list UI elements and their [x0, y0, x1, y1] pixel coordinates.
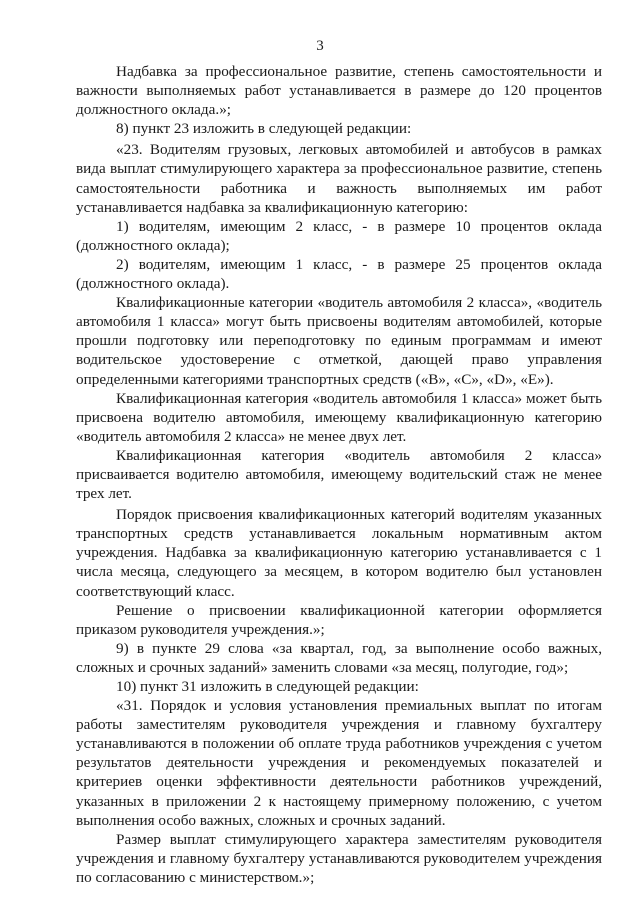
paragraph: Порядок присвоения квалификационных категорий водителям указанных транспортных средств устанавливается локальным нормативным актом учреждения. Надбавка за квалификационную категорию устанавливается с 1 числа месяца, следующего за месяцем, в котором водителю был установлен соответствующий класс.	[76, 506, 602, 600]
paragraph: Квалификационная категория «водитель автомобиля 1 класса» может быть присвоена водителю автомобиля, имеющему квалификационную категорию «водитель автомобиля 2 класса» не менее двух лет.	[76, 389, 602, 445]
paragraph: Квалификационная категория «водитель автомобиля 2 класса» присваивается водителю автомобиля, имеющему водительский стаж не менее трех лет.	[76, 446, 602, 503]
paragraph: 8) пункт 23 изложить в следующей редакции:	[116, 120, 412, 138]
page-number: 3	[316, 38, 324, 54]
paragraph: Размер выплат стимулирующего характера заместителям руководителя учреждения и главному бухгалтеру устанавливаются руководителем учреждения по согласованию с министерством.»;	[76, 830, 602, 886]
paragraph: 9) в пункте 29 слова «за квартал, год, за выполнение особо важных, сложных и срочных заданий» заменить словами «за месяц, полугодие, год»;	[76, 639, 602, 676]
paragraph: 2) водителям, имеющим 1 класс, - в размере 25 процентов оклада (должностного оклада).	[76, 255, 602, 293]
paragraph: 10) пункт 31 изложить в следующей редакции:	[116, 678, 419, 695]
paragraph: Решение о присвоении квалификационной категории оформляется приказом руководителя учреждения.»;	[76, 601, 602, 638]
paragraph: 1) водителям, имеющим 2 класс, - в размере 10 процентов оклада (должностного оклада);	[76, 217, 602, 254]
paragraph: Квалификационные категории «водитель автомобиля 2 класса», «водитель автомобиля 1 класса» могут быть присвоены водителям автомобилей, которые прошли подготовку или переподготовку по единым программам и имеют водительское удостоверение с отметкой, дающей право управления определенными категориями транспортных средств («B», «C», «D», «E»).	[76, 294, 602, 388]
paragraph: «31. Порядок и условия установления премиальных выплат по итогам работы заместителям руководителя учреждения и главному бухгалтеру устанавливаются в положении об оплате труда работников учреждения с учетом результатов деятельности учреждения и рекомендуемых показателей и критериев оценки эффективности деятельности работников учреждений, указанных в приложении 2 к настоящему примерному положению, с учетом выполнения особо важных, сложных и срочных заданий.	[76, 697, 602, 829]
paragraph: Надбавка за профессиональное развитие, степень самостоятельности и важности выполняемых работ устанавливается в размере до 120 процентов должностного оклада.»;	[76, 63, 602, 119]
document-body	[76, 62, 602, 887]
paragraph: «23. Водителям грузовых, легковых автомобилей и автобусов в рамках вида выплат стимулирующего характера за профессиональное развитие, степень самостоятельности работника и важность выполняемых им работ устанавливается надбавка за квалификационную категорию:	[76, 141, 602, 216]
